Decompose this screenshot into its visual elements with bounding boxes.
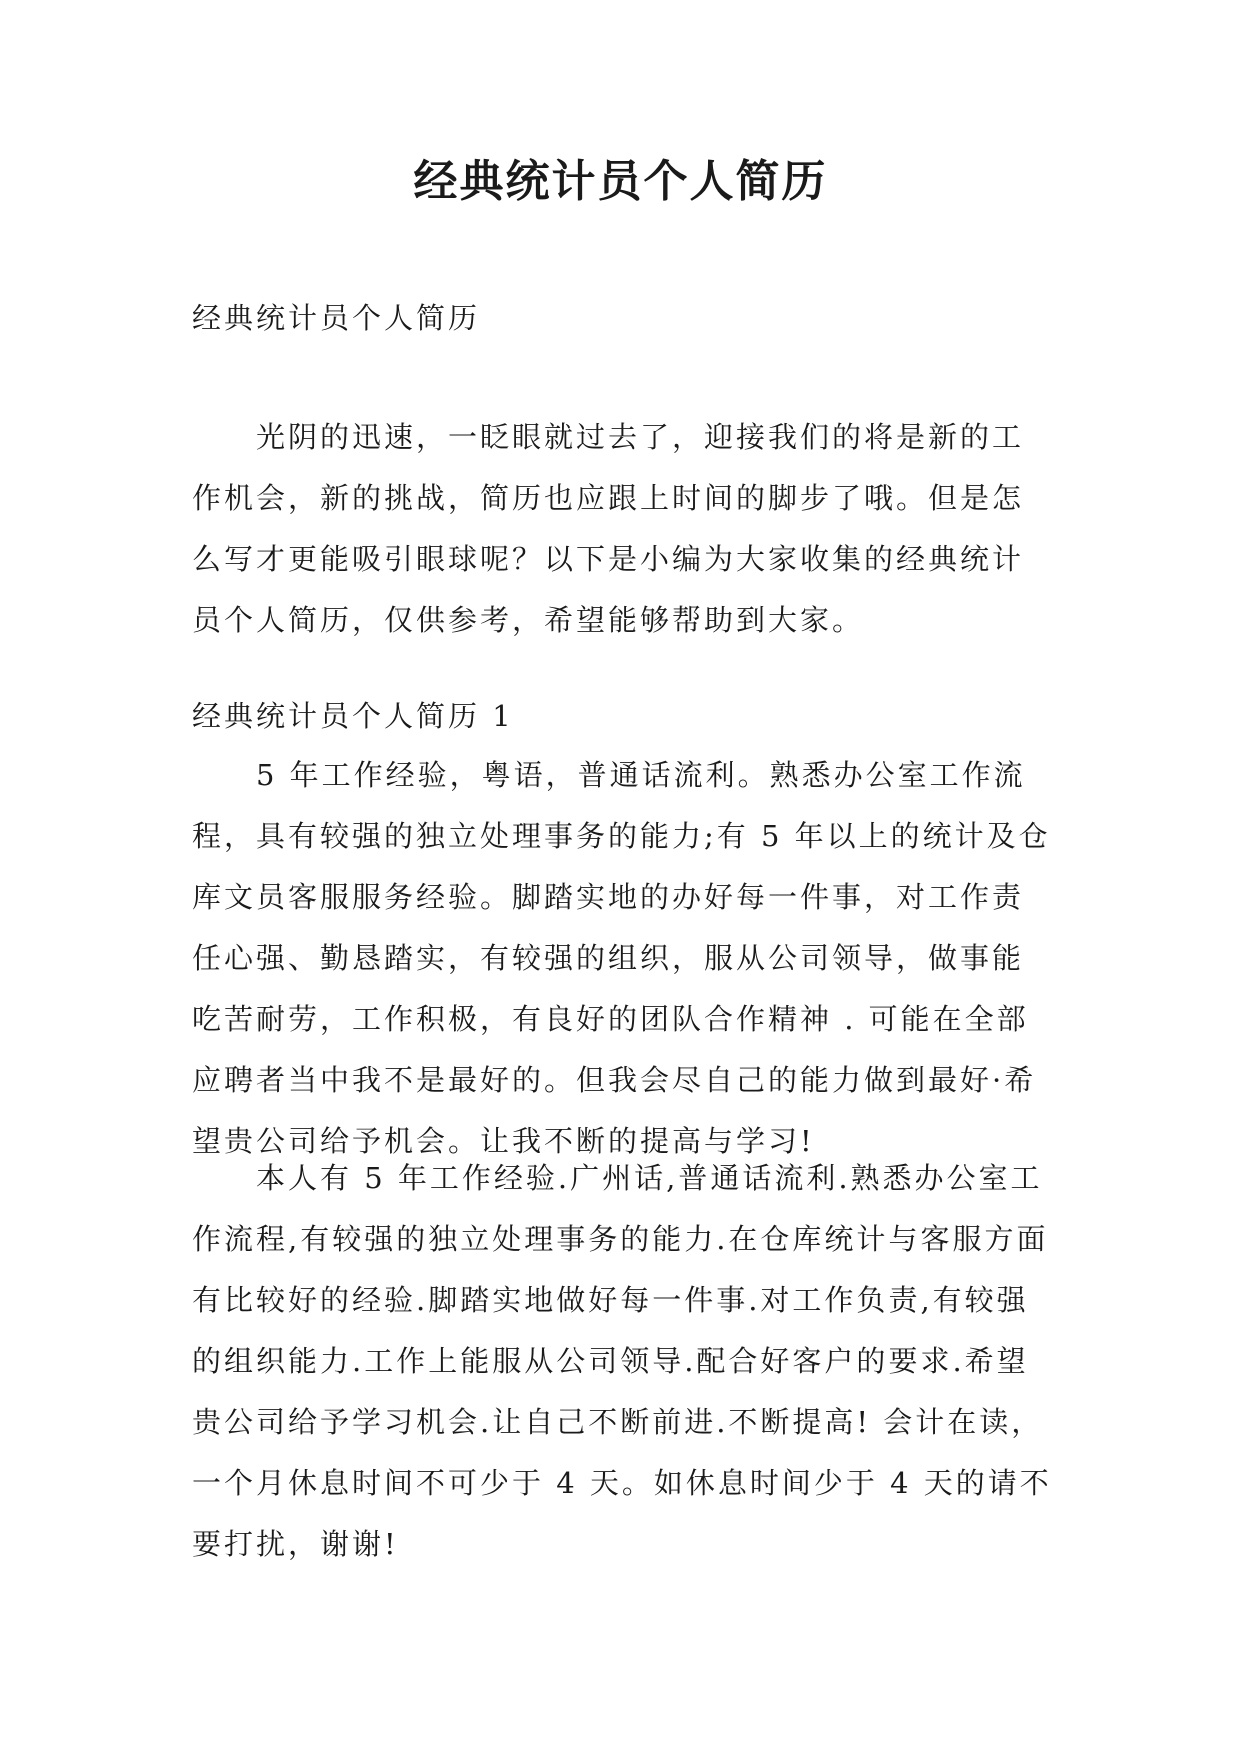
body-paragraph-1: 5 年工作经验，粤语，普通话流利。熟悉办公室工作流程，具有较强的独立处理事务的能力;有 5 年以上的统计及仓库文员客服服务经验。脚踏实地的办好每一件事，对工作责任心强、勤恳踏实，有较强的组织，服从公司领导，做事能吃苦耐劳，工作积极，有良好的团队合作精神 . 可能在全部应聘者当中我不是最好的。但我会尽自己的能力做到最好·希望贵公司给予机会。让我不断的提高与学习!	[192, 758, 1051, 1158]
document-title: 经典统计员个人简历	[413, 156, 828, 207]
body-paragraph-2: 本人有 5 年工作经验.广州话,普通话流利.熟悉办公室工作流程,有较强的独立处理事务的能力.在仓库统计与客服方面有比较好的经验.脚踏实地做好每一件事.对工作负责,有较强的组织能力.工作上能服从公司领导.配合好客户的要求.希望贵公司给予学习机会.让自己不断前进.不断提高! 会计在读，一个月休息时间不可少于 4 天。如休息时间少于 4 天的请不要打扰，谢谢!	[192, 1161, 1052, 1561]
section-heading: 经典统计员个人简历 1	[192, 699, 514, 733]
intro-paragraph: 光阴的迅速，一眨眼就过去了，迎接我们的将是新的工作机会，新的挑战，简历也应跟上时间的脚步了哦。但是怎么写才更能吸引眼球呢？以下是小编为大家收集的经典统计员个人简历，仅供参考，希望能够帮助到大家。	[192, 420, 1025, 637]
document-subtitle: 经典统计员个人简历	[192, 301, 481, 335]
